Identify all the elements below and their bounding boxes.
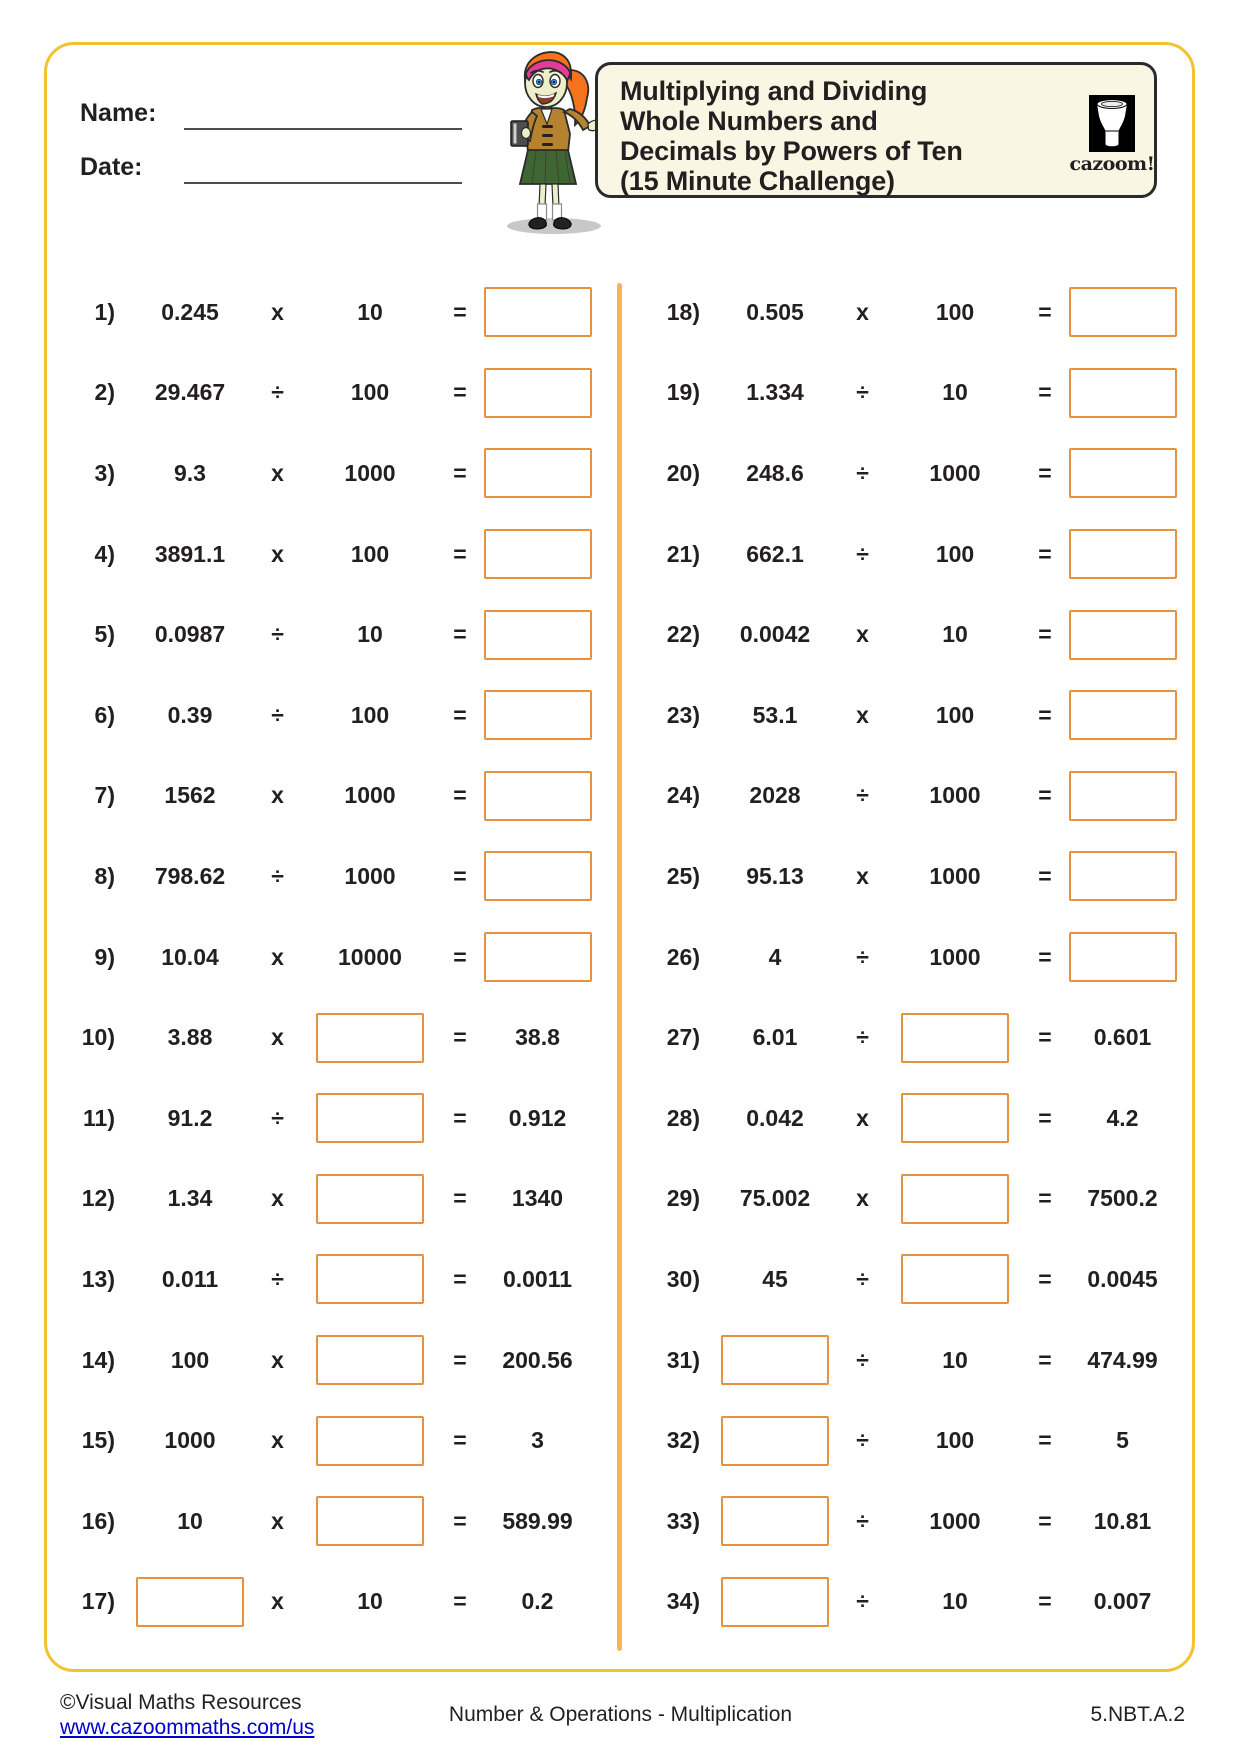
operand-1: 248.6: [746, 459, 804, 486]
cazoom-logo: [1066, 95, 1158, 175]
answer-box[interactable]: [901, 1093, 1009, 1143]
problem-number: 32): [666, 1427, 700, 1454]
equals-sign: =: [1038, 1507, 1052, 1534]
operand-1: [700, 1416, 850, 1466]
operand-2: 1000: [344, 862, 396, 889]
answer-box[interactable]: [484, 368, 592, 418]
problem-row: [645, 1239, 1190, 1320]
date-input-line[interactable]: [184, 182, 462, 184]
operand-1: 0.0987: [154, 621, 226, 648]
answer-box[interactable]: [721, 1416, 829, 1466]
operand-1: 100: [170, 1346, 210, 1373]
worksheet-title-box: Multiplying and Dividing Whole Numbers and Decimals by Powers of Ten (15 Minute Challenge) cazoom!: [595, 62, 1157, 198]
operator: x: [271, 1346, 284, 1373]
result: 0.2: [521, 1588, 554, 1615]
result: [470, 851, 605, 901]
operator: x: [856, 1104, 869, 1131]
problem-row: [645, 997, 1190, 1078]
problem-row: [645, 917, 1190, 998]
operand-2: 10: [357, 298, 383, 325]
footer-standard-code: 5.NBT.A.2: [1090, 1703, 1185, 1726]
equals-sign: =: [1038, 1024, 1052, 1051]
result: 474.99: [1087, 1346, 1158, 1373]
cazoom-logo-text: cazoom!: [1069, 153, 1155, 175]
problem-row: [645, 353, 1190, 434]
result: 0.912: [508, 1104, 567, 1131]
operand-2: 10: [942, 1346, 968, 1373]
problem-number: 8): [94, 862, 115, 889]
operator: x: [856, 862, 869, 889]
operand-2: 100: [350, 379, 390, 406]
operand-2: [875, 1254, 1035, 1304]
operand-2: [290, 1254, 450, 1304]
result: [1055, 287, 1190, 337]
answer-box[interactable]: [484, 690, 592, 740]
equals-sign: =: [453, 1265, 467, 1292]
operand-2: [290, 1013, 450, 1063]
result: [1055, 690, 1190, 740]
result: 5: [1116, 1427, 1129, 1454]
answer-box[interactable]: [721, 1496, 829, 1546]
operand-1: 0.245: [161, 298, 219, 325]
problem-row: [645, 433, 1190, 514]
operand-1: 0.011: [161, 1265, 219, 1292]
operator: x: [271, 459, 284, 486]
problem-number: 15): [81, 1427, 115, 1454]
operator: x: [856, 1185, 869, 1212]
problem-row: [645, 675, 1190, 756]
problem-row: [60, 594, 605, 675]
operand-1: 6.01: [752, 1024, 798, 1051]
problem-number: 13): [81, 1265, 115, 1292]
equals-sign: =: [453, 1427, 467, 1454]
operand-2: [875, 1174, 1035, 1224]
operand-1: 10.04: [161, 943, 219, 970]
result: 589.99: [502, 1507, 573, 1534]
operator: ÷: [271, 701, 284, 728]
equals-sign: =: [1038, 1265, 1052, 1292]
operand-1: 0.0042: [739, 621, 811, 648]
problem-row: [645, 594, 1190, 675]
operator: x: [856, 701, 869, 728]
answer-box[interactable]: [1069, 529, 1177, 579]
problem-number: 10): [81, 1024, 115, 1051]
operand-2: 1000: [929, 862, 981, 889]
operand-1: 91.2: [167, 1104, 213, 1131]
equals-sign: =: [453, 621, 467, 648]
problem-row: [645, 1562, 1190, 1643]
problem-row: [60, 514, 605, 595]
problem-number: 9): [94, 943, 115, 970]
operator: ÷: [856, 540, 869, 567]
problem-row: [60, 433, 605, 514]
problem-row: [645, 756, 1190, 837]
result: 1340: [511, 1185, 564, 1212]
operator: ÷: [856, 379, 869, 406]
result: 38.8: [515, 1024, 560, 1051]
answer-box[interactable]: [721, 1577, 829, 1627]
problem-row: [645, 1159, 1190, 1240]
copyright-text: ©Visual Maths Resources: [60, 1691, 302, 1714]
answer-box[interactable]: [721, 1335, 829, 1385]
equals-sign: =: [453, 1588, 467, 1615]
problem-number: 6): [94, 701, 115, 728]
operand-1: [700, 1577, 850, 1627]
problems-left: [60, 272, 605, 1642]
column-divider: [617, 283, 622, 1651]
problem-row: [60, 272, 605, 353]
operand-1: 0.042: [746, 1104, 804, 1131]
operand-2: 1000: [929, 459, 981, 486]
equals-sign: =: [1038, 1588, 1052, 1615]
problem-row: [60, 1320, 605, 1401]
operand-2: 1000: [929, 943, 981, 970]
problem-row: [645, 1400, 1190, 1481]
operator: ÷: [856, 943, 869, 970]
equals-sign: =: [1038, 459, 1052, 486]
operator: ÷: [856, 1507, 869, 1534]
operand-1: 53.1: [752, 701, 798, 728]
problem-number: 21): [666, 540, 700, 567]
operand-1: 1000: [164, 1427, 216, 1454]
operand-1: 798.62: [154, 862, 226, 889]
operand-2: 100: [935, 298, 975, 325]
problem-row: [60, 1239, 605, 1320]
answer-box[interactable]: [136, 1577, 244, 1627]
problem-number: 22): [666, 621, 700, 648]
operand-1: 0.505: [746, 298, 804, 325]
website-link[interactable]: www.cazoommaths.com/us: [60, 1716, 315, 1739]
problem-row: [60, 917, 605, 998]
operator: ÷: [856, 782, 869, 809]
result: [470, 932, 605, 982]
equals-sign: =: [1038, 1104, 1052, 1131]
equals-sign: =: [453, 1507, 467, 1534]
operand-2: 1000: [344, 459, 396, 486]
answer-box[interactable]: [1069, 448, 1177, 498]
equals-sign: =: [453, 298, 467, 325]
equals-sign: =: [453, 540, 467, 567]
problem-row: [645, 514, 1190, 595]
result: 0.0011: [502, 1265, 573, 1292]
equals-sign: =: [453, 379, 467, 406]
answer-box[interactable]: [484, 771, 592, 821]
answer-box[interactable]: [316, 1013, 424, 1063]
operand-2: 100: [350, 540, 390, 567]
operator: x: [856, 621, 869, 648]
equals-sign: =: [1038, 701, 1052, 728]
operand-2: 10: [942, 621, 968, 648]
equals-sign: =: [453, 943, 467, 970]
result: [1055, 529, 1190, 579]
problem-number: 26): [666, 943, 700, 970]
problem-row: [60, 997, 605, 1078]
result: [470, 690, 605, 740]
operand-2: [290, 1335, 450, 1385]
problem-row: [60, 1481, 605, 1562]
operator: x: [271, 298, 284, 325]
operator: ÷: [856, 1265, 869, 1292]
operand-2: [290, 1416, 450, 1466]
problem-number: 1): [94, 298, 115, 325]
answer-box[interactable]: [316, 1335, 424, 1385]
equals-sign: =: [453, 1024, 467, 1051]
operator: ÷: [271, 379, 284, 406]
problem-number: 4): [94, 540, 115, 567]
problem-number: 18): [666, 298, 700, 325]
result: [470, 771, 605, 821]
problem-number: 25): [666, 862, 700, 889]
operator: ÷: [856, 1588, 869, 1615]
result: [1055, 610, 1190, 660]
operand-2: 100: [935, 701, 975, 728]
operand-1: 1562: [164, 782, 216, 809]
result: 4.2: [1106, 1104, 1139, 1131]
problem-number: 17): [81, 1588, 115, 1615]
answer-box[interactable]: [484, 529, 592, 579]
answer-box[interactable]: [1069, 690, 1177, 740]
operand-2: 10: [357, 1588, 383, 1615]
operator: x: [271, 540, 284, 567]
problem-number: 2): [94, 379, 115, 406]
equals-sign: =: [453, 862, 467, 889]
answer-box[interactable]: [484, 610, 592, 660]
answer-box[interactable]: [1069, 771, 1177, 821]
equals-sign: =: [1038, 782, 1052, 809]
problem-row: [645, 1320, 1190, 1401]
date-label: Date:: [80, 153, 143, 181]
operand-2: 100: [935, 540, 975, 567]
operator: x: [856, 298, 869, 325]
operand-1: 10: [177, 1507, 203, 1534]
result: [470, 610, 605, 660]
answer-box[interactable]: [316, 1174, 424, 1224]
answer-box[interactable]: [316, 1093, 424, 1143]
answer-box[interactable]: [316, 1496, 424, 1546]
operand-2: [875, 1093, 1035, 1143]
operand-1: 95.13: [746, 862, 804, 889]
equals-sign: =: [453, 1185, 467, 1212]
worksheet-title: Multiplying and Dividing: [620, 76, 928, 106]
equals-sign: =: [1038, 943, 1052, 970]
equals-sign: =: [1038, 1185, 1052, 1212]
operator: ÷: [271, 862, 284, 889]
result: 7500.2: [1087, 1185, 1158, 1212]
result: [1055, 771, 1190, 821]
problem-row: [60, 1562, 605, 1643]
result: [470, 529, 605, 579]
problem-number: 30): [666, 1265, 700, 1292]
operand-1: 662.1: [746, 540, 804, 567]
operator: ÷: [856, 459, 869, 486]
problem-number: 11): [83, 1104, 115, 1131]
problem-number: 5): [94, 621, 115, 648]
problem-row: [645, 272, 1190, 353]
problem-row: [645, 836, 1190, 917]
operand-2: 10: [357, 621, 383, 648]
operand-1: 45: [762, 1265, 788, 1292]
operand-1: 1.334: [746, 379, 804, 406]
equals-sign: =: [453, 1346, 467, 1373]
equals-sign: =: [453, 701, 467, 728]
answer-box[interactable]: [484, 448, 592, 498]
operand-1: 0.39: [167, 701, 213, 728]
operator: ÷: [271, 1265, 284, 1292]
equals-sign: =: [453, 782, 467, 809]
problem-row: [60, 1400, 605, 1481]
operator: x: [271, 1185, 284, 1212]
operand-2: 10: [942, 1588, 968, 1615]
problem-number: 14): [81, 1346, 115, 1373]
result: [470, 448, 605, 498]
problem-number: 7): [94, 782, 115, 809]
equals-sign: =: [1038, 540, 1052, 567]
problems-right: [645, 272, 1190, 1642]
operand-1: 75.002: [739, 1185, 811, 1212]
operator: x: [271, 782, 284, 809]
equals-sign: =: [1038, 298, 1052, 325]
result: [470, 368, 605, 418]
operand-2: 10: [942, 379, 968, 406]
answer-box[interactable]: [901, 1174, 1009, 1224]
operator: ÷: [856, 1427, 869, 1454]
operand-1: 3891.1: [154, 540, 226, 567]
problem-number: 3): [94, 459, 115, 486]
answer-box[interactable]: [901, 1254, 1009, 1304]
problem-number: 31): [666, 1346, 700, 1373]
operand-2: [290, 1093, 450, 1143]
name-input-line[interactable]: [184, 128, 462, 130]
operand-2: 1000: [344, 782, 396, 809]
problem-row: [645, 1078, 1190, 1159]
operand-2: 10000: [338, 943, 402, 970]
operator: ÷: [271, 1104, 284, 1131]
footer-category: Number & Operations - Multiplication: [448, 1703, 793, 1726]
equals-sign: =: [1038, 1427, 1052, 1454]
result: [1055, 932, 1190, 982]
operand-2: [290, 1496, 450, 1546]
operand-1: 1.34: [167, 1185, 213, 1212]
equals-sign: =: [1038, 862, 1052, 889]
operand-1: 3.88: [167, 1024, 213, 1051]
result: [1055, 368, 1190, 418]
answer-box[interactable]: [316, 1416, 424, 1466]
result: 0.601: [1093, 1024, 1152, 1051]
answer-box[interactable]: [1069, 851, 1177, 901]
problem-number: 34): [666, 1588, 700, 1615]
answer-box[interactable]: [1069, 610, 1177, 660]
result: 200.56: [502, 1346, 573, 1373]
operand-1: [700, 1496, 850, 1546]
answer-box[interactable]: [1069, 287, 1177, 337]
equals-sign: =: [1038, 1346, 1052, 1373]
result: 3: [531, 1427, 544, 1454]
operand-2: 1000: [929, 1507, 981, 1534]
operand-2: [290, 1174, 450, 1224]
problem-number: 27): [666, 1024, 700, 1051]
problem-number: 19): [666, 379, 700, 406]
name-label: Name:: [80, 99, 157, 127]
operator: ÷: [856, 1346, 869, 1373]
operator: ÷: [856, 1024, 869, 1051]
problem-number: 12): [81, 1185, 115, 1212]
problem-number: 20): [666, 459, 700, 486]
problem-row: [645, 1481, 1190, 1562]
problem-number: 16): [81, 1507, 115, 1534]
problem-row: [60, 836, 605, 917]
operand-1: [700, 1335, 850, 1385]
answer-box[interactable]: [484, 851, 592, 901]
result: [1055, 851, 1190, 901]
problem-number: 23): [666, 701, 700, 728]
answer-box[interactable]: [1069, 932, 1177, 982]
operand-2: 1000: [929, 782, 981, 809]
result: 0.0045: [1087, 1265, 1158, 1292]
operand-1: 9.3: [174, 459, 206, 486]
operand-2: 100: [935, 1427, 975, 1454]
operand-1: 29.467: [154, 379, 226, 406]
problem-row: [60, 756, 605, 837]
answer-box[interactable]: [484, 932, 592, 982]
problem-number: 24): [666, 782, 700, 809]
result: 0.007: [1093, 1588, 1152, 1615]
problem-number: 29): [666, 1185, 700, 1212]
answer-box[interactable]: [484, 287, 592, 337]
answer-box[interactable]: [316, 1254, 424, 1304]
operand-2: [875, 1013, 1035, 1063]
result: [470, 287, 605, 337]
operand-1: [115, 1577, 265, 1627]
equals-sign: =: [453, 459, 467, 486]
result: [1055, 448, 1190, 498]
operand-1: 4: [768, 943, 782, 970]
djembe-drum-icon: [1089, 95, 1135, 152]
equals-sign: =: [1038, 621, 1052, 648]
answer-box[interactable]: [901, 1013, 1009, 1063]
problem-row: [60, 1159, 605, 1240]
operator: x: [271, 1024, 284, 1051]
answer-box[interactable]: [1069, 368, 1177, 418]
operator: x: [271, 943, 284, 970]
problem-row: [60, 1078, 605, 1159]
result: 10.81: [1093, 1507, 1152, 1534]
operand-2: 100: [350, 701, 390, 728]
equals-sign: =: [453, 1104, 467, 1131]
problem-row: [60, 675, 605, 756]
operator: ÷: [271, 621, 284, 648]
problem-number: 28): [666, 1104, 700, 1131]
operator: x: [271, 1588, 284, 1615]
problem-row: [60, 353, 605, 434]
problem-number: 33): [666, 1507, 700, 1534]
equals-sign: =: [1038, 379, 1052, 406]
operator: x: [271, 1427, 284, 1454]
operator: x: [271, 1507, 284, 1534]
operand-1: 2028: [749, 782, 801, 809]
